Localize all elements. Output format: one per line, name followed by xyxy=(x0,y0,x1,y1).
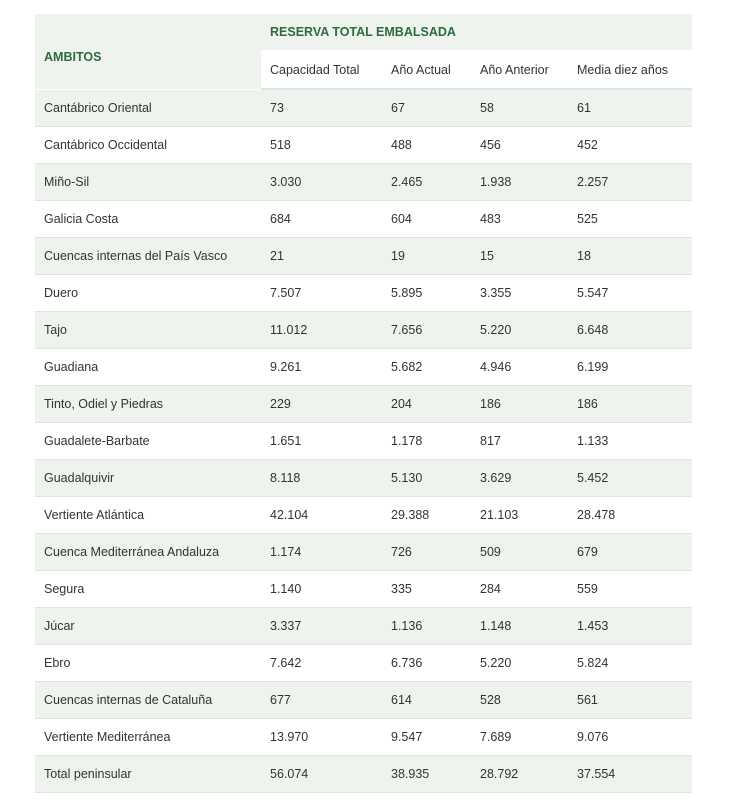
ano-anterior-cell: 3.629 xyxy=(471,460,568,497)
ano-actual-cell: 38.935 xyxy=(382,756,471,793)
ambito-cell: Cuenca Mediterránea Andaluza xyxy=(35,534,261,571)
media-cell: 559 xyxy=(568,571,692,608)
ano-actual-cell: 335 xyxy=(382,571,471,608)
ano-anterior-cell: 15 xyxy=(471,238,568,275)
ano-actual-cell: 1.178 xyxy=(382,423,471,460)
table-header xyxy=(35,14,692,89)
media-cell: 1.453 xyxy=(568,608,692,645)
ambito-cell: Cuencas internas de Cataluña xyxy=(35,682,261,719)
ambito-cell: Júcar xyxy=(35,608,261,645)
ano-actual-cell: 19 xyxy=(382,238,471,275)
capacidad-cell: 21 xyxy=(261,238,382,275)
ambito-cell: Ebro xyxy=(35,645,261,682)
column-header-ano-actual: Año Actual xyxy=(382,51,471,90)
ambito-cell: Tinto, Odiel y Piedras xyxy=(35,386,261,423)
ano-anterior-cell: 509 xyxy=(471,534,568,571)
table-row xyxy=(35,201,692,238)
media-cell: 525 xyxy=(568,201,692,238)
table-row xyxy=(35,645,692,682)
table-row xyxy=(35,89,692,127)
ambito-cell: Galicia Costa xyxy=(35,201,261,238)
media-cell: 18 xyxy=(568,238,692,275)
table-row xyxy=(35,571,692,608)
table-body xyxy=(35,89,692,793)
ano-anterior-cell: 58 xyxy=(471,89,568,127)
capacidad-cell: 1.174 xyxy=(261,534,382,571)
media-cell: 186 xyxy=(568,386,692,423)
ambito-cell: Cuencas internas del País Vasco xyxy=(35,238,261,275)
table-row xyxy=(35,164,692,201)
table-row xyxy=(35,497,692,534)
table-row xyxy=(35,349,692,386)
table-row xyxy=(35,275,692,312)
table-row xyxy=(35,756,692,793)
ano-anterior-cell: 7.689 xyxy=(471,719,568,756)
capacidad-cell: 42.104 xyxy=(261,497,382,534)
capacidad-cell: 229 xyxy=(261,386,382,423)
ano-actual-cell: 7.656 xyxy=(382,312,471,349)
ano-anterior-cell: 1.938 xyxy=(471,164,568,201)
capacidad-cell: 1.140 xyxy=(261,571,382,608)
capacidad-cell: 677 xyxy=(261,682,382,719)
ambito-cell: Vertiente Mediterránea xyxy=(35,719,261,756)
capacidad-cell: 3.030 xyxy=(261,164,382,201)
media-cell: 28.478 xyxy=(568,497,692,534)
capacidad-cell: 684 xyxy=(261,201,382,238)
table-row xyxy=(35,460,692,497)
ambito-cell: Tajo xyxy=(35,312,261,349)
ano-anterior-cell: 186 xyxy=(471,386,568,423)
media-cell: 452 xyxy=(568,127,692,164)
ambito-cell: Duero xyxy=(35,275,261,312)
ano-anterior-cell: 817 xyxy=(471,423,568,460)
media-cell: 561 xyxy=(568,682,692,719)
table-row xyxy=(35,719,692,756)
ano-anterior-cell: 5.220 xyxy=(471,645,568,682)
ano-anterior-cell: 456 xyxy=(471,127,568,164)
ano-actual-cell: 9.547 xyxy=(382,719,471,756)
capacidad-cell: 73 xyxy=(261,89,382,127)
ambito-cell: Total peninsular xyxy=(35,756,261,793)
table-row xyxy=(35,238,692,275)
capacidad-cell: 7.507 xyxy=(261,275,382,312)
ambito-cell: Segura xyxy=(35,571,261,608)
capacidad-cell: 8.118 xyxy=(261,460,382,497)
ano-actual-cell: 29.388 xyxy=(382,497,471,534)
ano-actual-cell: 5.895 xyxy=(382,275,471,312)
ano-anterior-cell: 28.792 xyxy=(471,756,568,793)
capacidad-cell: 56.074 xyxy=(261,756,382,793)
ano-anterior-cell: 528 xyxy=(471,682,568,719)
table-row xyxy=(35,682,692,719)
media-cell: 9.076 xyxy=(568,719,692,756)
ano-actual-cell: 5.682 xyxy=(382,349,471,386)
ano-anterior-cell: 483 xyxy=(471,201,568,238)
capacidad-cell: 7.642 xyxy=(261,645,382,682)
capacidad-cell: 9.261 xyxy=(261,349,382,386)
media-cell: 679 xyxy=(568,534,692,571)
capacidad-cell: 13.970 xyxy=(261,719,382,756)
media-cell: 6.648 xyxy=(568,312,692,349)
ambito-cell: Miño-Sil xyxy=(35,164,261,201)
table-row xyxy=(35,312,692,349)
table-row xyxy=(35,423,692,460)
reservoir-table-container xyxy=(35,14,692,793)
ano-actual-cell: 67 xyxy=(382,89,471,127)
media-cell: 6.199 xyxy=(568,349,692,386)
ano-anterior-cell: 3.355 xyxy=(471,275,568,312)
ano-anterior-cell: 5.220 xyxy=(471,312,568,349)
ano-actual-cell: 488 xyxy=(382,127,471,164)
ano-anterior-cell: 21.103 xyxy=(471,497,568,534)
ano-actual-cell: 604 xyxy=(382,201,471,238)
ambitos-header: AMBITOS xyxy=(35,14,261,89)
media-cell: 5.547 xyxy=(568,275,692,312)
media-cell: 5.824 xyxy=(568,645,692,682)
ano-anterior-cell: 1.148 xyxy=(471,608,568,645)
ano-actual-cell: 6.736 xyxy=(382,645,471,682)
reservoir-table xyxy=(35,14,692,793)
media-cell: 1.133 xyxy=(568,423,692,460)
capacidad-cell: 518 xyxy=(261,127,382,164)
header-row-group xyxy=(35,14,692,51)
table-row xyxy=(35,608,692,645)
reserva-total-header: RESERVA TOTAL EMBALSADA xyxy=(261,14,692,51)
ambito-cell: Guadiana xyxy=(35,349,261,386)
ambito-cell: Guadalete-Barbate xyxy=(35,423,261,460)
ano-actual-cell: 1.136 xyxy=(382,608,471,645)
media-cell: 37.554 xyxy=(568,756,692,793)
media-cell: 5.452 xyxy=(568,460,692,497)
ambito-cell: Cantábrico Oriental xyxy=(35,89,261,127)
ambito-cell: Vertiente Atlántica xyxy=(35,497,261,534)
ano-actual-cell: 2.465 xyxy=(382,164,471,201)
media-cell: 61 xyxy=(568,89,692,127)
column-header-capacidad: Capacidad Total xyxy=(261,51,382,90)
table-row xyxy=(35,127,692,164)
capacidad-cell: 11.012 xyxy=(261,312,382,349)
column-header-ano-anterior: Año Anterior xyxy=(471,51,568,90)
ano-anterior-cell: 4.946 xyxy=(471,349,568,386)
ano-actual-cell: 204 xyxy=(382,386,471,423)
capacidad-cell: 1.651 xyxy=(261,423,382,460)
ano-actual-cell: 614 xyxy=(382,682,471,719)
ano-actual-cell: 726 xyxy=(382,534,471,571)
ambito-cell: Cantábrico Occidental xyxy=(35,127,261,164)
table-row xyxy=(35,534,692,571)
ambito-cell: Guadalquivir xyxy=(35,460,261,497)
capacidad-cell: 3.337 xyxy=(261,608,382,645)
ano-actual-cell: 5.130 xyxy=(382,460,471,497)
ano-anterior-cell: 284 xyxy=(471,571,568,608)
column-header-media: Media diez años xyxy=(568,51,692,90)
table-row xyxy=(35,386,692,423)
media-cell: 2.257 xyxy=(568,164,692,201)
